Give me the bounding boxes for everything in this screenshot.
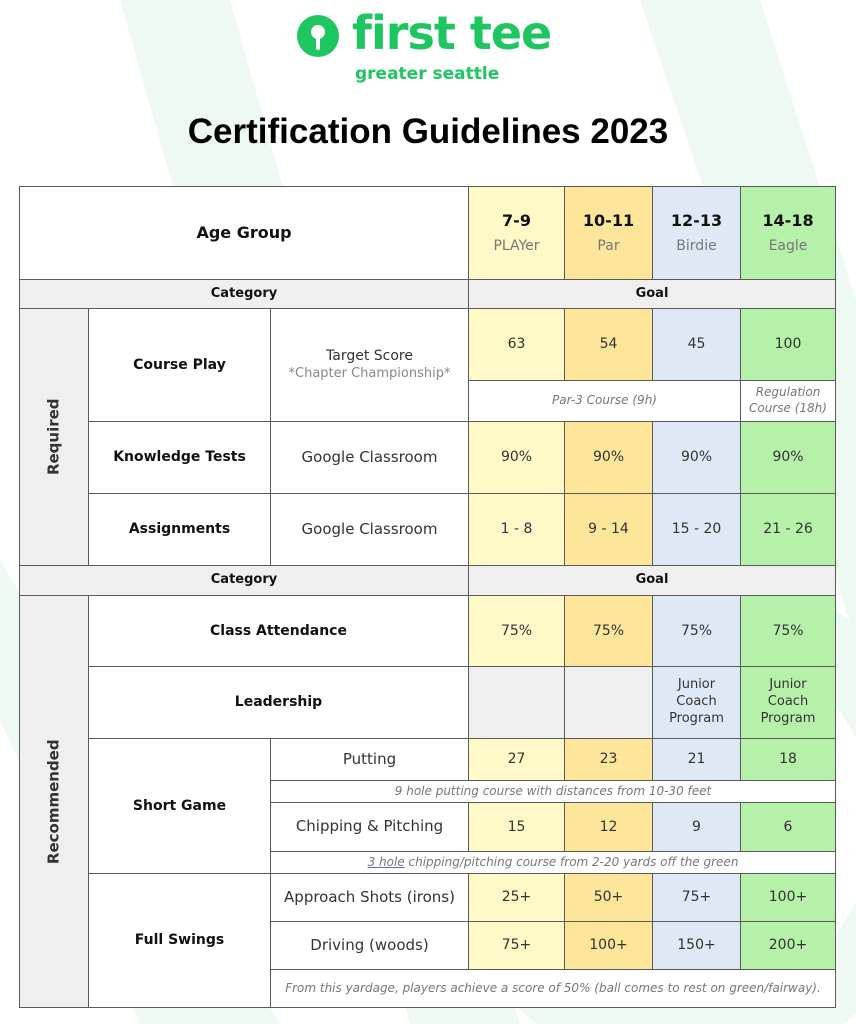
age-range: 10-11 xyxy=(582,210,635,230)
leadership-value-12-13: Junior Coach Program xyxy=(652,666,741,739)
goal-header-2: Goal xyxy=(468,565,836,596)
age-range: 14-18 xyxy=(762,210,814,230)
category-header-2: Category xyxy=(19,565,469,596)
course-play-value-12-13: 45 xyxy=(652,308,741,381)
age-group-14-18 xyxy=(740,186,836,280)
course-play-label: Course Play xyxy=(88,308,271,422)
knowledge-tests-label: Knowledge Tests xyxy=(88,421,271,494)
course-play-value-10-11: 54 xyxy=(564,308,653,381)
first-tee-logo-icon xyxy=(296,14,340,58)
par3-course-note: Par-3 Course (9h) xyxy=(468,380,741,422)
approach-label: Approach Shots (irons) xyxy=(270,873,469,922)
level-name: Birdie xyxy=(676,238,717,255)
level-name: Eagle xyxy=(768,238,808,255)
leadership-value-7-9 xyxy=(468,666,565,739)
age-group-10-11 xyxy=(564,186,653,280)
assignments-value-14-18: 21 - 26 xyxy=(740,493,836,566)
target-score-cell xyxy=(270,308,469,422)
age-range: 12-13 xyxy=(670,210,723,230)
target-score-label: Target Score xyxy=(326,348,413,365)
age-group-7-9 xyxy=(468,186,565,280)
attendance-value-12-13: 75% xyxy=(652,595,741,667)
putting-note: 9 hole putting course with distances from 10-30 feet xyxy=(270,780,836,803)
chipping-value-12-13: 9 xyxy=(652,802,741,852)
attendance-value-7-9: 75% xyxy=(468,595,565,667)
leadership-label: Leadership xyxy=(88,666,469,739)
assignments-value-12-13: 15 - 20 xyxy=(652,493,741,566)
chipping-note xyxy=(270,851,836,874)
target-score-note: *Chapter Championship* xyxy=(288,365,451,381)
chipping-label: Chipping & Pitching xyxy=(270,802,469,852)
driving-value-14-18: 200+ xyxy=(740,921,836,970)
approach-value-12-13: 75+ xyxy=(652,873,741,922)
driving-value-12-13: 150+ xyxy=(652,921,741,970)
driving-value-7-9: 75+ xyxy=(468,921,565,970)
level-name: Par xyxy=(597,238,620,255)
page-title: Certification Guidelines 2023 xyxy=(187,112,669,151)
chipping-value-10-11: 12 xyxy=(564,802,653,852)
attendance-value-14-18: 75% xyxy=(740,595,836,667)
leadership-value-10-11 xyxy=(564,666,653,739)
age-group-header: Age Group xyxy=(19,186,469,280)
chipping-note-hole-count: 3 hole xyxy=(367,854,405,869)
knowledge-value-7-9: 90% xyxy=(468,421,565,494)
putting-value-10-11: 23 xyxy=(564,738,653,781)
approach-value-10-11: 50+ xyxy=(564,873,653,922)
attendance-value-10-11: 75% xyxy=(564,595,653,667)
logo-name: first tee xyxy=(352,6,552,60)
driving-value-10-11: 100+ xyxy=(564,921,653,970)
assignments-method: Google Classroom xyxy=(270,493,469,566)
course-play-value-7-9: 63 xyxy=(468,308,565,381)
age-group-12-13 xyxy=(652,186,741,280)
approach-value-7-9: 25+ xyxy=(468,873,565,922)
leadership-value-14-18: Junior Coach Program xyxy=(740,666,836,739)
chipping-value-14-18: 6 xyxy=(740,802,836,852)
knowledge-value-10-11: 90% xyxy=(564,421,653,494)
logo-subtitle: greater seattle xyxy=(355,64,500,84)
level-name: PLAYer xyxy=(493,238,540,255)
approach-value-14-18: 100+ xyxy=(740,873,836,922)
putting-value-12-13: 21 xyxy=(652,738,741,781)
regulation-course-note: Regulation Course (18h) xyxy=(740,380,836,422)
driving-label: Driving (woods) xyxy=(270,921,469,970)
knowledge-value-12-13: 90% xyxy=(652,421,741,494)
knowledge-value-14-18: 90% xyxy=(740,421,836,494)
assignments-value-7-9: 1 - 8 xyxy=(468,493,565,566)
putting-value-7-9: 27 xyxy=(468,738,565,781)
age-range: 7-9 xyxy=(502,210,531,230)
putting-label: Putting xyxy=(270,738,469,781)
putting-value-14-18: 18 xyxy=(740,738,836,781)
assignments-label: Assignments xyxy=(88,493,271,566)
short-game-label: Short Game xyxy=(88,738,271,874)
goal-header: Goal xyxy=(468,279,836,309)
knowledge-tests-method: Google Classroom xyxy=(270,421,469,494)
chipping-note-text: chipping/pitching course from 2-20 yards off the green xyxy=(404,854,739,869)
assignments-value-10-11: 9 - 14 xyxy=(564,493,653,566)
category-header: Category xyxy=(19,279,469,309)
required-label: Required xyxy=(19,308,89,566)
course-play-value-14-18: 100 xyxy=(740,308,836,381)
full-swings-note: From this yardage, players achieve a score of 50% (ball comes to rest on green/fairway). xyxy=(270,969,836,1008)
recommended-label: Recommended xyxy=(19,595,89,1008)
chipping-value-7-9: 15 xyxy=(468,802,565,852)
full-swings-label: Full Swings xyxy=(88,873,271,1008)
class-attendance-label: Class Attendance xyxy=(88,595,469,667)
